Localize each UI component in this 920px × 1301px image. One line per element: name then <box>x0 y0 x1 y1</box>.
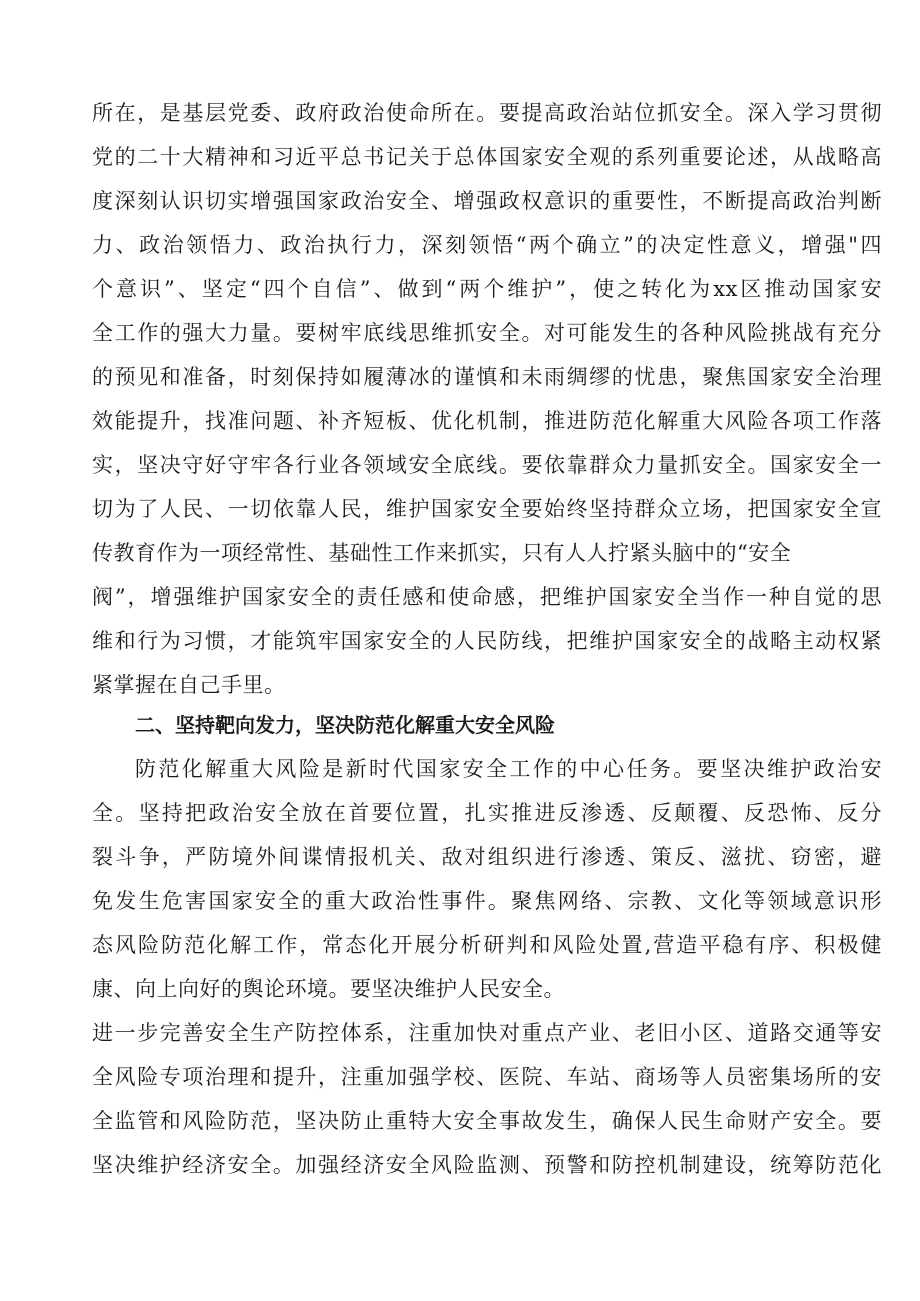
paragraph-line: 力、政治领悟力、政治执行力，深刻领悟“两个确立”的决定性意义，增强"四 <box>92 233 882 257</box>
section-heading: 二、坚持靶向发力，坚决防范化解重大安全风险 <box>135 713 555 737</box>
paragraph-line: 传教育作为一项经常性、基础性工作来抓实，只有人人拧紧头脑中的“安全 <box>92 541 792 565</box>
paragraph-line: 所在，是基层党委、政府政治使命所在。要提高政治站位抓安全。深入学习贯彻 <box>92 101 882 125</box>
paragraph-line: 进一步完善安全生产防控体系，注重加快对重点产业、老旧小区、道路交通等安 <box>92 1021 882 1045</box>
paragraph-line: 裂斗争，严防境外间谍情报机关、敌对组织进行渗透、策反、滋扰、窃密，避 <box>92 845 882 869</box>
paragraph-line: 全风险专项治理和提升，注重加强学校、医院、车站、商场等人员密集场所的安 <box>92 1065 882 1089</box>
paragraph-line: 防范化解重大风险是新时代国家安全工作的中心任务。要坚决维护政治安 <box>135 757 882 781</box>
paragraph-line: 全监管和风险防范，坚决防止重特大安全事故发生，确保人民生命财产安全。要 <box>92 1109 882 1133</box>
paragraph-line: 度深刻认识切实增强国家政治安全、增强政权意识的重要性，不断提高政治判断 <box>92 189 882 213</box>
paragraph-line: 阀”，增强维护国家安全的责任感和使命感，把维护国家安全当作一种自觉的思 <box>92 585 882 609</box>
paragraph-line: 全。坚持把政治安全放在首要位置，扎实推进反渗透、反颠覆、反恐怖、反分 <box>92 801 882 825</box>
paragraph-line: 维和行为习惯，才能筑牢国家安全的人民防线，把维护国家安全的战略主动权紧 <box>92 629 882 653</box>
paragraph-line: 个意识”、坚定“四个自信”、做到“两个维护”，使之转化为xx区推动国家安 <box>92 277 882 301</box>
paragraph-line: 紧掌握在自己手里。 <box>92 673 286 697</box>
paragraph-line: 免发生危害国家安全的重大政治性事件。聚焦网络、宗教、文化等领域意识形 <box>92 889 882 913</box>
paragraph-line: 实，坚决守好守牢各行业各领域安全底线。要依靠群众力量抓安全。国家安全一 <box>92 453 882 477</box>
paragraph-line: 的预见和准备，时刻保持如履薄冰的谨慎和未雨绸缪的忧患，聚焦国家安全治理 <box>92 365 882 389</box>
paragraph-line: 效能提升，找准问题、补齐短板、优化机制，推进防范化解重大风险各项工作落 <box>92 409 882 433</box>
paragraph-line: 切为了人民、一切依靠人民，维护国家安全要始终坚持群众立场，把国家安全宣 <box>92 497 882 521</box>
paragraph-line: 态风险防范化解工作，常态化开展分析研判和风险处置,营造平稳有序、积极健 <box>92 933 882 957</box>
paragraph-line: 全工作的强大力量。要树牢底线思维抓安全。对可能发生的各种风险挑战有充分 <box>92 321 882 345</box>
paragraph-line: 坚决维护经济安全。加强经济安全风险监测、预警和防控机制建设，统筹防范化 <box>92 1153 882 1177</box>
paragraph-line: 党的二十大精神和习近平总书记关于总体国家安全观的系列重要论述，从战略高 <box>92 145 882 169</box>
paragraph-line: 康、向上向好的舆论环境。要坚决维护人民安全。 <box>92 977 565 1001</box>
